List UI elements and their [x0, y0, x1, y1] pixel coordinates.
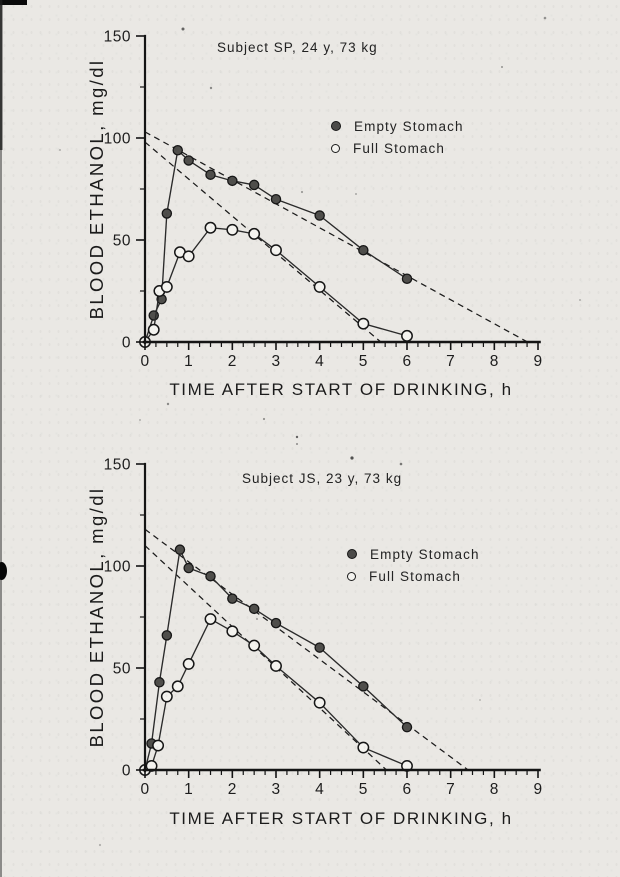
x-tick-label: 5 — [358, 353, 368, 370]
data-point-filled — [175, 545, 184, 554]
filled-circle-icon — [347, 549, 357, 559]
y-tick-label: 0 — [121, 762, 131, 780]
data-point-filled — [250, 604, 259, 613]
data-point-filled — [228, 176, 237, 185]
y-tick-label: 150 — [103, 28, 131, 46]
data-point-open — [358, 318, 368, 328]
x-tick-label: 1 — [184, 353, 194, 370]
chart-sp-x-axis-label: TIME AFTER START OF DRINKING, h — [169, 380, 513, 399]
data-point-open — [271, 245, 281, 255]
x-tick-label: 3 — [271, 781, 281, 798]
data-point-open — [149, 325, 159, 335]
data-point-open — [227, 225, 237, 235]
data-point-open — [205, 223, 215, 233]
legend-item-empty-stomach — [331, 115, 464, 137]
y-tick-label: 0 — [121, 334, 131, 352]
series-full-stomach — [140, 223, 412, 348]
chart-js-y-axis-label: BLOOD ETHANOL, mg/dl — [86, 486, 107, 748]
data-point-filled — [359, 682, 368, 691]
data-point-open — [249, 640, 259, 650]
chart-sp-title: Subject SP, 24 y, 73 kg — [217, 40, 378, 55]
data-point-filled — [271, 195, 280, 204]
data-point-open — [205, 614, 215, 624]
data-point-filled — [402, 274, 411, 283]
data-point-open — [314, 282, 324, 292]
x-tick-label: 2 — [227, 781, 237, 798]
data-point-filled — [206, 170, 215, 179]
legend-label-empty-stomach: Empty Stomach — [354, 118, 464, 134]
filled-circle-icon — [331, 121, 341, 131]
chart-sp-y-axis-label: BLOOD ETHANOL, mg/dl — [86, 58, 107, 320]
data-point-filled — [184, 156, 193, 165]
legend-label-empty-stomach: Empty Stomach — [370, 546, 480, 562]
legend-item-full-stomach — [331, 137, 464, 159]
x-tick-label: 9 — [533, 353, 543, 370]
chart-plot-1 — [104, 457, 543, 799]
x-tick-label: 9 — [533, 781, 543, 798]
y-tick-label: 50 — [112, 660, 131, 678]
data-point-filled — [402, 723, 411, 732]
x-tick-label: 6 — [402, 353, 412, 370]
data-point-filled — [162, 209, 171, 218]
x-tick-label: 7 — [446, 353, 456, 370]
y-tick-label: 100 — [103, 130, 131, 148]
x-tick-label: 5 — [358, 781, 368, 798]
data-point-open — [162, 691, 172, 701]
chart-sp-legend — [331, 115, 464, 159]
data-point-filled — [155, 678, 164, 687]
data-point-open — [249, 229, 259, 239]
data-point-filled — [184, 563, 193, 572]
axes — [144, 36, 540, 343]
x-tick-label: 4 — [315, 781, 325, 798]
data-point-open — [183, 659, 193, 669]
chart-js-legend — [347, 543, 480, 587]
data-point-filled — [271, 619, 280, 628]
data-point-open — [227, 626, 237, 636]
data-point-filled — [315, 643, 324, 652]
chart-js-x-axis-label: TIME AFTER START OF DRINKING, h — [169, 809, 513, 828]
chart-js-title: Subject JS, 23 y, 73 kg — [242, 471, 403, 486]
data-point-open — [162, 282, 172, 292]
legend-item-empty-stomach — [347, 543, 480, 565]
data-point-open — [271, 661, 281, 671]
y-tick-label: 150 — [103, 456, 131, 474]
y-tick-label: 100 — [103, 558, 131, 576]
x-tick-label: 0 — [140, 353, 150, 370]
x-tick-label: 3 — [271, 353, 281, 370]
legend-label-full-stomach: Full Stomach — [353, 140, 445, 156]
data-point-open — [314, 697, 324, 707]
data-point-filled — [315, 211, 324, 220]
x-tick-label: 2 — [227, 353, 237, 370]
data-point-filled — [162, 631, 171, 640]
x-tick-label: 1 — [184, 781, 194, 798]
data-point-filled — [228, 594, 237, 603]
chart-plot-0 — [104, 29, 543, 371]
open-circle-icon — [331, 144, 340, 153]
open-circle-icon — [347, 572, 356, 581]
data-point-filled — [173, 146, 182, 155]
data-point-filled — [359, 246, 368, 255]
x-tick-label: 7 — [446, 781, 456, 798]
data-point-filled — [250, 180, 259, 189]
data-point-filled — [206, 572, 215, 581]
data-point-open — [173, 681, 183, 691]
x-tick-label: 6 — [402, 781, 412, 798]
trend-line-0 — [145, 132, 528, 342]
x-tick-label: 8 — [489, 353, 499, 370]
data-point-open — [402, 331, 412, 341]
x-tick-label: 8 — [489, 781, 499, 798]
y-tick-label: 50 — [112, 232, 131, 250]
trend-line-1 — [145, 142, 381, 342]
data-point-open — [358, 742, 368, 752]
legend-item-full-stomach — [347, 565, 480, 587]
x-tick-label: 4 — [315, 353, 325, 370]
legend-label-full-stomach: Full Stomach — [369, 568, 461, 584]
data-point-open — [153, 740, 163, 750]
data-point-open — [183, 251, 193, 261]
x-tick-label: 0 — [140, 781, 150, 798]
